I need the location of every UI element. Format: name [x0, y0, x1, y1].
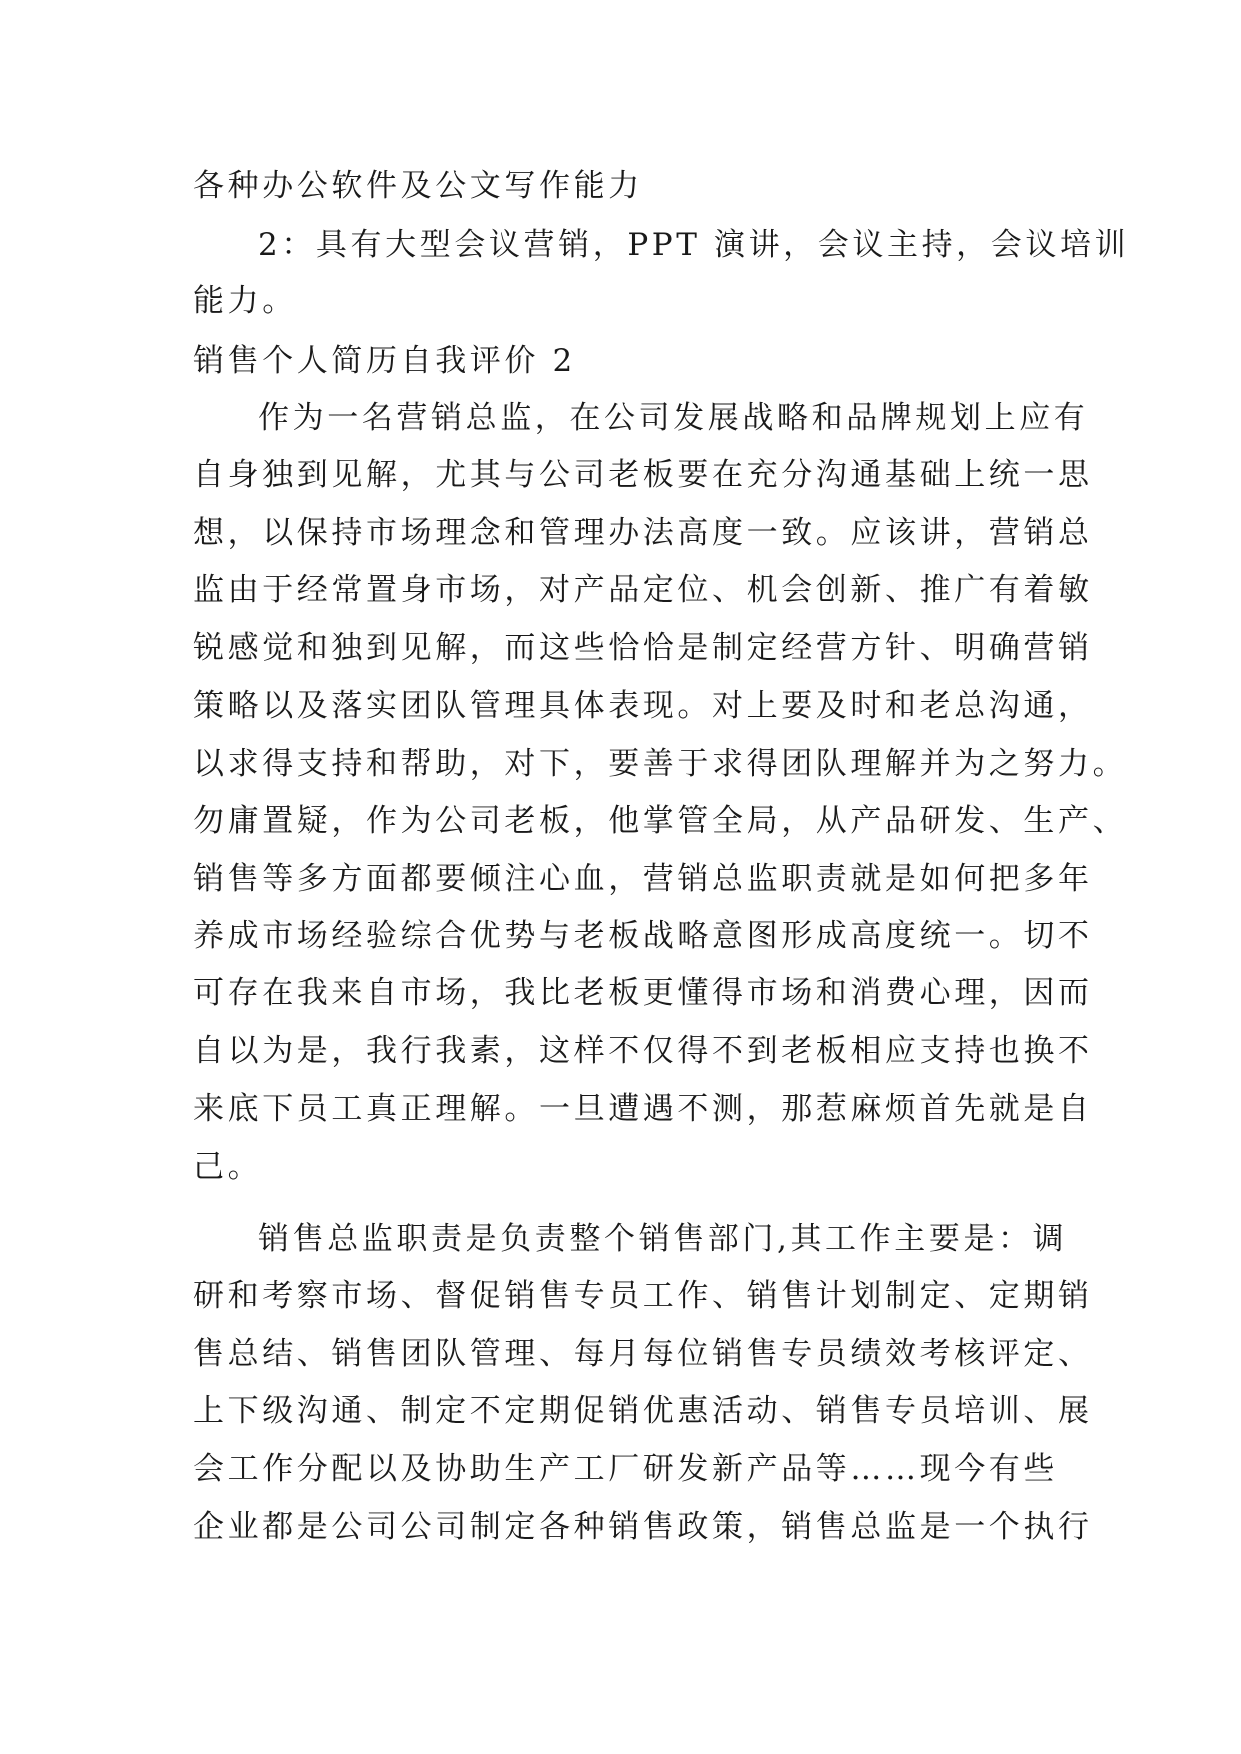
text-line-22: 上下级沟通、制定不定期促销优惠活动、销售专员培训、展 [193, 1393, 1093, 1429]
section-heading: 销售个人简历自我评价 2 [193, 343, 576, 379]
text-line-3: 能力。 [193, 283, 297, 319]
text-line-7: 想，以保持市场理念和管理办法高度一致。应该讲，营销总 [193, 515, 1093, 551]
text-line-20: 研和考察市场、督促销售专员工作、销售计划制定、定期销 [193, 1278, 1093, 1314]
text-line-2: 2：具有大型会议营销，PPT 演讲，会议主持，会议培训 [258, 227, 1130, 263]
text-line-9: 锐感觉和独到见解，而这些恰恰是制定经营方针、明确营销 [193, 630, 1093, 666]
text-line-23: 会工作分配以及协助生产工厂研发新产品等……现今有些 [193, 1451, 1058, 1487]
text-line-5: 作为一名营销总监，在公司发展战略和品牌规划上应有 [258, 400, 1089, 436]
text-line-17: 来底下员工真正理解。一旦遭遇不测，那惹麻烦首先就是自 [193, 1091, 1093, 1127]
text-line-13: 销售等多方面都要倾注心血，营销总监职责就是如何把多年 [193, 861, 1093, 897]
text-line-10: 策略以及落实团队管理具体表现。对上要及时和老总沟通， [193, 688, 1093, 724]
text-line-8: 监由于经常置身市场，对产品定位、机会创新、推广有着敏 [193, 572, 1093, 608]
text-line-14: 养成市场经验综合优势与老板战略意图形成高度统一。切不 [193, 918, 1093, 954]
text-line-18: 己。 [193, 1149, 263, 1185]
text-line-21: 售总结、销售团队管理、每月每位销售专员绩效考核评定、 [193, 1336, 1093, 1372]
text-line-16: 自以为是，我行我素，这样不仅得不到老板相应支持也换不 [193, 1033, 1093, 1069]
text-line-11: 以求得支持和帮助，对下，要善于求得团队理解并为之努力。 [193, 746, 1128, 782]
text-line-24: 企业都是公司公司制定各种销售政策，销售总监是一个执行 [193, 1509, 1093, 1545]
text-line-19: 销售总监职责是负责整个销售部门,其工作主要是：调 [258, 1221, 1068, 1257]
text-line-15: 可存在我来自市场，我比老板更懂得市场和消费心理，因而 [193, 975, 1093, 1011]
text-line-1: 各种办公软件及公文写作能力 [193, 168, 643, 204]
text-line-12: 勿庸置疑，作为公司老板，他掌管全局，从产品研发、生产、 [193, 803, 1128, 839]
text-line-6: 自身独到见解，尤其与公司老板要在充分沟通基础上统一思 [193, 457, 1093, 493]
